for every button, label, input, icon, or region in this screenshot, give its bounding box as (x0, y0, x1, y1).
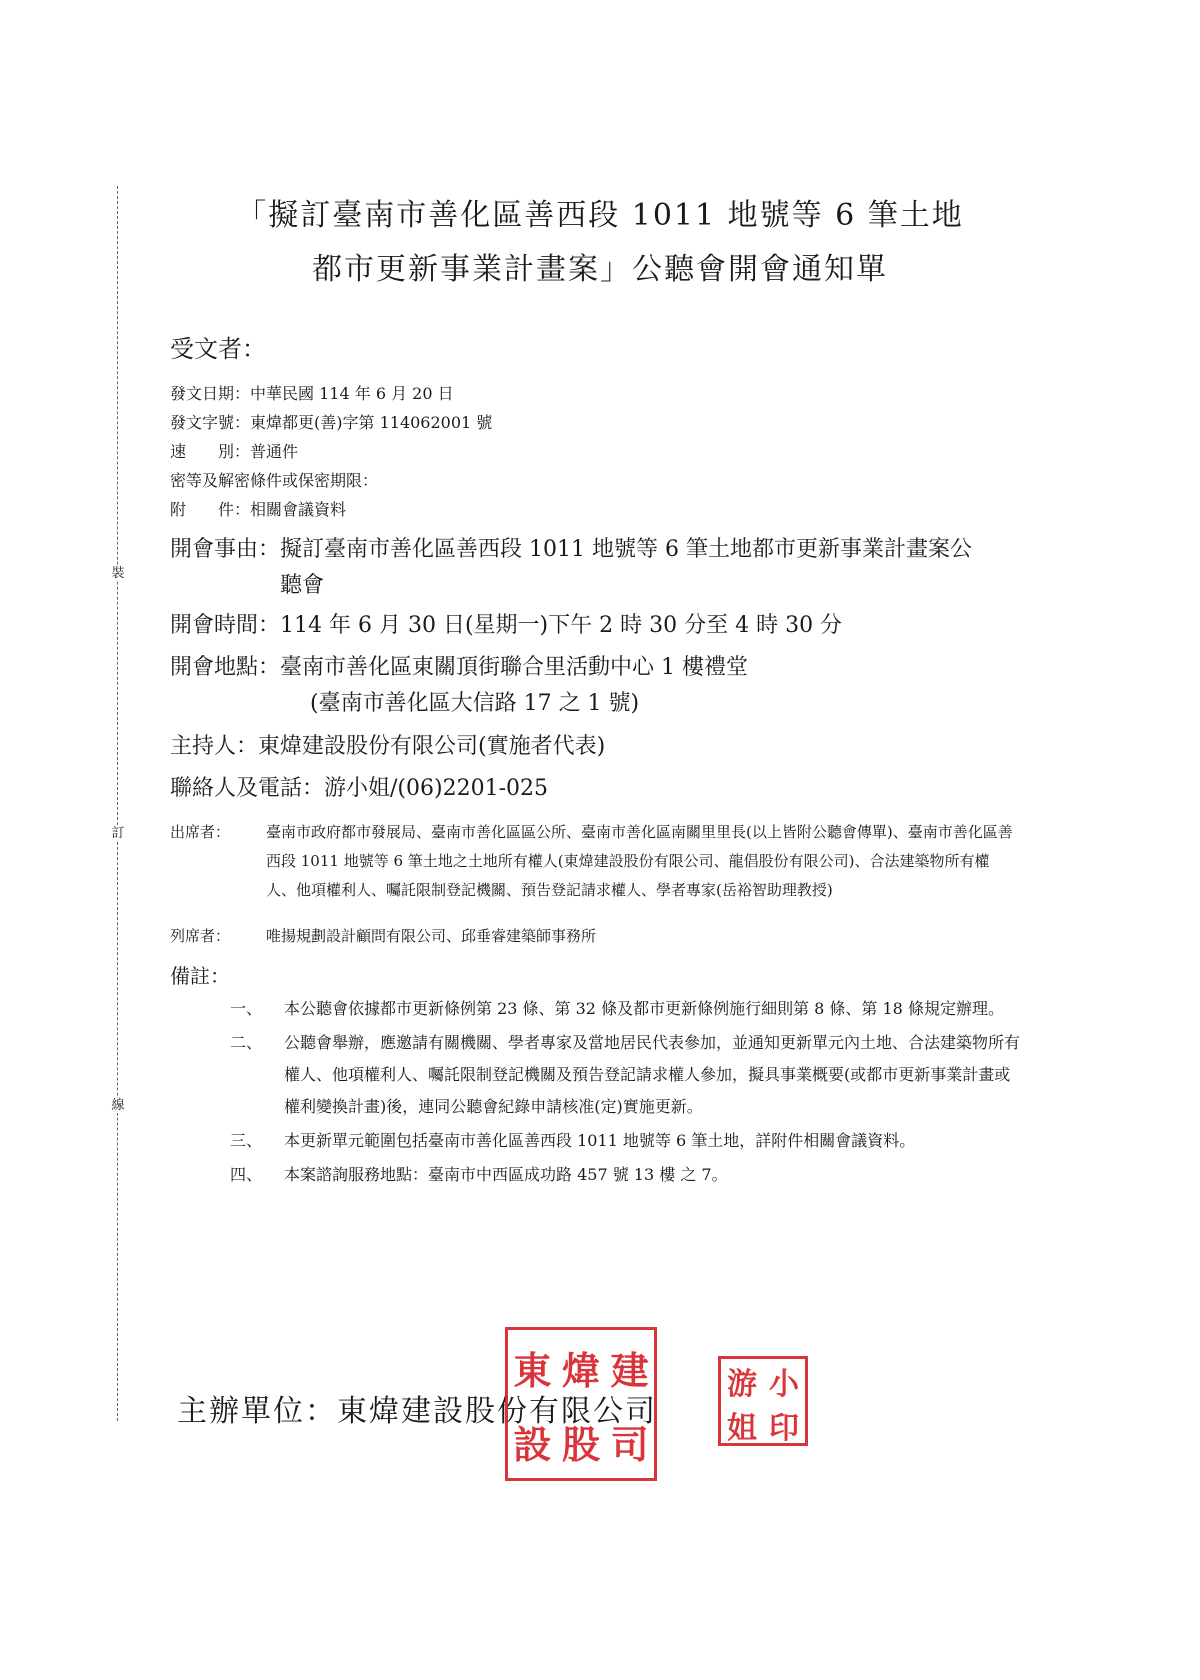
host-value: 東煒建設股份有限公司(實施者代表) (258, 734, 606, 759)
issue-date-value: 中華民國 114 年 6 月 20 日 (250, 384, 454, 403)
note-number: 一、 (230, 999, 263, 1018)
notes-label: 備註： (170, 964, 230, 988)
seal-char: 游 (727, 1367, 757, 1402)
secrecy-label: 密等及解密條件或保密期限： (170, 471, 379, 490)
secrecy-row (170, 466, 378, 495)
observer-label: 列席者： (170, 927, 231, 945)
contact-value: 游小姐/(06)2201-025 (324, 776, 549, 801)
representative-seal-stamp (718, 1356, 808, 1446)
note-item (230, 993, 1030, 1025)
document-title-line-1: 「擬訂臺南市善化區善西段 1011 地號等 6 筆土地 (236, 198, 964, 233)
notes-list (230, 993, 1030, 1191)
document-title-line-2: 都市更新事業計畫案」公聽會開會通知單 (312, 252, 888, 287)
seal-char: 姐 (727, 1411, 757, 1446)
issue-date-row (170, 379, 454, 408)
host-row (170, 729, 605, 765)
present-label: 出席者： (170, 823, 231, 841)
present-row (170, 818, 1020, 905)
organizer-label: 主辦單位： (177, 1394, 337, 1429)
note-number: 三、 (230, 1131, 263, 1150)
observer-row (170, 922, 1020, 951)
company-seal-stamp (505, 1327, 657, 1481)
meeting-place-value: 臺南市善化區東關頂街聯合里活動中心 1 樓禮堂 (280, 655, 749, 680)
issue-ref-value: 東煒都更(善)字第 114062001 號 (250, 413, 493, 432)
host-label: 主持人： (170, 734, 259, 759)
note-text: 本公聽會依據都市更新條例第 23 條、第 32 條及都市更新條例施行細則第 8 條、第 18 條規定辦理。 (284, 999, 1004, 1018)
note-item (230, 1159, 1030, 1191)
issue-ref-row (170, 408, 492, 437)
meeting-place-address: (臺南市善化區大信路 17 之 1 號) (310, 691, 640, 716)
meeting-reason-label: 開會事由： (170, 537, 281, 562)
attachment-label: 附 件： (170, 500, 251, 519)
recipient-row (170, 331, 266, 367)
meeting-time-value: 114 年 6 月 30 日(星期一)下午 2 時 30 分至 4 時 30 分 (280, 613, 843, 638)
attachment-value: 相關會議資料 (250, 500, 347, 519)
meeting-reason-row (170, 532, 1020, 604)
present-value: 臺南市政府都市發展局、臺南市善化區區公所、臺南市善化區南關里里長(以上皆附公聽會傳單)、臺南市善化區善西段 1011 地號等 6 筆土地之土地所有權人(東煒建設股份有限公司、龍倡股份有限公司)、合法建築物所有權人、他項權利人、囑託限制登記機關、預告登記請求權人、學者專家(岳裕智助理教授) (266, 823, 1013, 899)
issue-date-label: 發文日期： (170, 384, 251, 403)
seal-char: 印 (769, 1411, 799, 1446)
seal-char: 煒 (561, 1347, 600, 1393)
recipient-label: 受文者： (170, 335, 266, 363)
meeting-place-label: 開會地點： (170, 655, 281, 680)
note-text: 公聽會舉辦，應邀請有關機關、學者專家及當地居民代表參加，並通知更新單元內土地、合法建築物所有權人、他項權利人、囑託限制登記機關及預告登記請求權人參加，擬具事業概要(或都市更新事業計畫或權利變換計畫)後，連同公聽會紀錄申請核准(定)實施更新。 (284, 1033, 1021, 1116)
note-number: 二、 (230, 1033, 263, 1052)
note-text: 本案諮詢服務地點：臺南市中西區成功路 457 號 13 樓 之 7。 (284, 1165, 728, 1184)
issue-ref-label: 發文字號： (170, 413, 251, 432)
binding-char-zhuang: 裝 (111, 566, 125, 581)
organizer-value: 東煒建設股份有限公司 (337, 1394, 657, 1429)
meeting-reason-value: 擬訂臺南市善化區善西段 1011 地號等 6 筆土地都市更新事業計畫案公聽會 (280, 537, 972, 598)
seal-char: 建 (610, 1347, 649, 1393)
speed-value: 普通件 (250, 442, 299, 461)
observer-value: 唯揚規劃設計顧問有限公司、邱垂睿建築師事務所 (266, 927, 597, 945)
binding-char-ding: 訂 (111, 826, 125, 841)
seal-char: 設 (513, 1421, 552, 1467)
note-item (230, 1027, 1030, 1123)
meeting-time-label: 開會時間： (170, 613, 281, 638)
meeting-place-row (170, 650, 748, 686)
seal-char: 東 (513, 1347, 552, 1393)
speed-row (170, 437, 298, 466)
contact-row (170, 771, 548, 807)
note-number: 四、 (230, 1165, 263, 1184)
note-text: 本更新單元範圍包括臺南市善化區善西段 1011 地號等 6 筆土地，詳附件相關會議資料。 (284, 1131, 916, 1150)
speed-label: 速 別： (170, 442, 251, 461)
binding-char-xian: 線 (111, 1098, 125, 1113)
contact-label: 聯絡人及電話： (170, 776, 325, 801)
note-item (230, 1125, 1030, 1157)
seal-char: 司 (610, 1421, 649, 1467)
seal-char: 股 (561, 1421, 600, 1467)
meeting-time-row (170, 608, 842, 644)
binding-line (117, 186, 118, 1421)
seal-char: 小 (769, 1367, 799, 1402)
attachment-row (170, 495, 346, 524)
